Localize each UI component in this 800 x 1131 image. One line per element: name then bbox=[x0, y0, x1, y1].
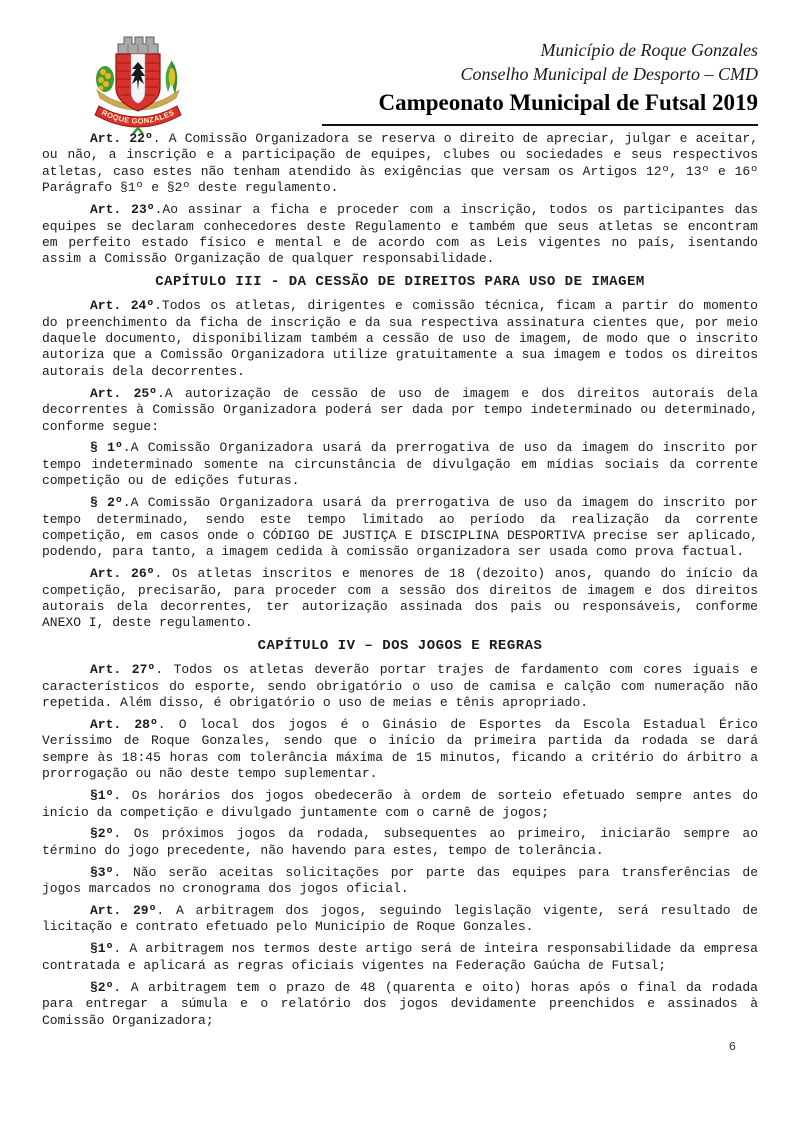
article-lead: Art. 29º bbox=[90, 903, 157, 919]
header-text-block bbox=[378, 38, 758, 118]
document-body bbox=[42, 131, 758, 1034]
section-lead: §1º bbox=[90, 788, 114, 804]
article-lead: Art. 26º bbox=[90, 566, 155, 582]
corn-stalk bbox=[166, 60, 178, 94]
page-number: 6 bbox=[728, 1040, 736, 1054]
article-text: . A arbitragem dos jogos, seguindo legislação vigente, será resultado de licitação e contrato efetuado pelo Município de Roque Gonzales. bbox=[42, 903, 758, 935]
paragraph-art29-s2 bbox=[42, 980, 758, 1029]
article-text: . Os atletas inscritos e menores de 18 (dezoito) anos, quando do início da competição, precisarão, para proceder com a sessão dos direitos de imagem e dos direitos autorais dela decorrentes, ter autorização assinada dos pais ou responsáveis, conforme ANEXO I, deste regulamento. bbox=[42, 566, 758, 631]
article-lead: Art. 24º bbox=[90, 298, 155, 314]
paragraph-art25-s2 bbox=[42, 495, 758, 561]
section-lead: § 1º bbox=[90, 440, 123, 456]
shield bbox=[116, 54, 160, 111]
section-text: .A Comissão Organizadora usará da prerrogativa de uso da imagem do inscrito por tempo determinado, sendo este tempo limitado ao período da realização da corrente competição, em casos onde o CÓDIGO DE JUSTIÇA E DISCIPLINA DESPORTIVA precise ser aplicado, podendo, para tanto, a imagem cedida à comissão organizadora ser usada como prova factual. bbox=[42, 495, 758, 560]
chapter-heading-iv: CAPÍTULO IV – DOS JOGOS E REGRAS bbox=[257, 637, 543, 654]
paragraph-art-27 bbox=[42, 662, 758, 711]
paragraph-art29-s1 bbox=[42, 941, 758, 974]
section-lead: §2º bbox=[90, 826, 114, 842]
section-text: .A Comissão Organizadora usará da prerrogativa de uso da imagem do inscrito por tempo indeterminado somente na circunstância de divulgação em mídias sociais da corrente competição ou de edições futuras. bbox=[42, 440, 758, 489]
section-lead: §1º bbox=[90, 941, 114, 957]
article-lead: Art. 25º bbox=[90, 385, 157, 401]
paragraph-art28-s1 bbox=[42, 788, 758, 821]
paragraph-art-24 bbox=[42, 298, 758, 380]
section-text: . A arbitragem nos termos deste artigo será de inteira responsabilidade da empresa contratada e aplicará as regras oficiais vigentes na Federação Gaúcha de Futsal; bbox=[42, 941, 758, 973]
paragraph-art-26 bbox=[42, 566, 758, 632]
section-lead: § 2º bbox=[90, 495, 123, 511]
municipality-name: Município de Roque Gonzales bbox=[540, 40, 758, 60]
paragraph-art-23 bbox=[42, 202, 758, 268]
section-lead: §2º bbox=[90, 979, 114, 995]
article-text: .Ao assinar a ficha e proceder com a inscrição, todos os participantes das equipes se declaram conhecedores deste Regulamento e também que seus atletas se encontram em perfeito estado físico e mental e de acordo com as Leis vigentes no país, isentando assim a Comissão Organização de qualquer responsabilidade. bbox=[42, 202, 758, 267]
article-lead: Art. 23º bbox=[90, 202, 155, 218]
mural-crown bbox=[118, 37, 158, 54]
paragraph-art-25 bbox=[42, 386, 758, 435]
article-text: . O local dos jogos é o Ginásio de Esportes da Escola Estadual Érico Veríssimo de Roque Gonzales, sendo que o início da primeira partida da rodada se dará sempre às 18:45 horas com tolerância máxima de 15 minutos, ficando a critério do árbitro a prorrogação ou não deste tempo suplementar. bbox=[42, 717, 758, 782]
document-title: Campeonato Municipal de Futsal 2019 bbox=[378, 90, 758, 115]
article-text: . Todos os atletas deverão portar trajes de fardamento com cores iguais e característicos do esporte, sendo obrigatório o uso de camisa e calção com numeração não repetida. Além disso, é obrigatório o uso de meias e tênis apropriado. bbox=[42, 662, 758, 711]
chapter-heading-iii: CAPÍTULO III - DA CESSÃO DE DIREITOS PARA USO DE IMAGEM bbox=[155, 273, 645, 290]
flower-cluster bbox=[96, 66, 114, 92]
section-lead: §3º bbox=[90, 864, 114, 880]
article-text: . A Comissão Organizadora se reserva o direito de apreciar, julgar e aceitar, ou não, a inscrição e a participação de equipes, clubes ou sociedades e seus respectivos atletas, caso estes não tenham atendido às exigências que versam os Artigos 12º, 13º e 16º Parágrafo §1º e §2º deste regulamento. bbox=[42, 131, 758, 196]
article-lead: Art. 28º bbox=[90, 717, 158, 732]
article-lead: Art. 27º bbox=[90, 662, 156, 678]
paragraph-art28-s2 bbox=[42, 826, 758, 859]
roque-gonzales-coat-of-arms-logo bbox=[88, 32, 188, 136]
header-divider-rule bbox=[322, 124, 758, 126]
ribbon-text: ROQUE GONZALES bbox=[100, 107, 176, 126]
article-text: .Todos os atletas, dirigentes e comissão técnica, ficam a partir do momento do preenchimento da ficha de inscrição e da sua respectiva assinatura cientes que, por meio daquele documento, disponibilizam também a cessão de uso de imagem, de modo que o inscrito autoriza que a Comissão Organizadora utilize gratuitamente a sua imagem e todos os direitos autorais dela decorrentes. bbox=[42, 298, 758, 379]
paragraph-art28-s3 bbox=[42, 865, 758, 898]
council-name: Conselho Municipal de Desporto – CMD bbox=[460, 64, 758, 84]
page-header bbox=[0, 0, 800, 131]
article-lead: Art. 22º bbox=[90, 131, 153, 146]
paragraph-art-22 bbox=[42, 131, 758, 197]
article-text: .A autorização de cessão de uso de imagem e dos direitos autorais dela decorrentes à Comissão Organizadora poderá ser dada por tempo indeterminado ou determinado, conforme segue: bbox=[42, 385, 758, 434]
paragraph-art-28 bbox=[42, 717, 758, 783]
paragraph-art25-s1 bbox=[42, 440, 758, 489]
section-text: . Os horários dos jogos obedecerão à ordem de sorteio efetuado sempre antes do início da competição e divulgado juntamente com o carnê de jogos; bbox=[42, 788, 758, 820]
paragraph-art-29 bbox=[42, 903, 758, 936]
section-text: . A arbitragem tem o prazo de 48 (quarenta e oito) horas após o final da rodada para entregar a súmula e o relatório dos jogos devidamente preenchidos e assinados à Comissão Organizadora; bbox=[42, 979, 758, 1028]
section-text: . Não serão aceitas solicitações por parte das equipes para transferências de jogos marcados no cronograma dos jogos oficial. bbox=[42, 864, 758, 897]
section-text: . Os próximos jogos da rodada, subsequentes ao primeiro, iniciarão sempre ao término do jogo precedente, não havendo para estes, tempo de tolerância. bbox=[42, 826, 758, 858]
